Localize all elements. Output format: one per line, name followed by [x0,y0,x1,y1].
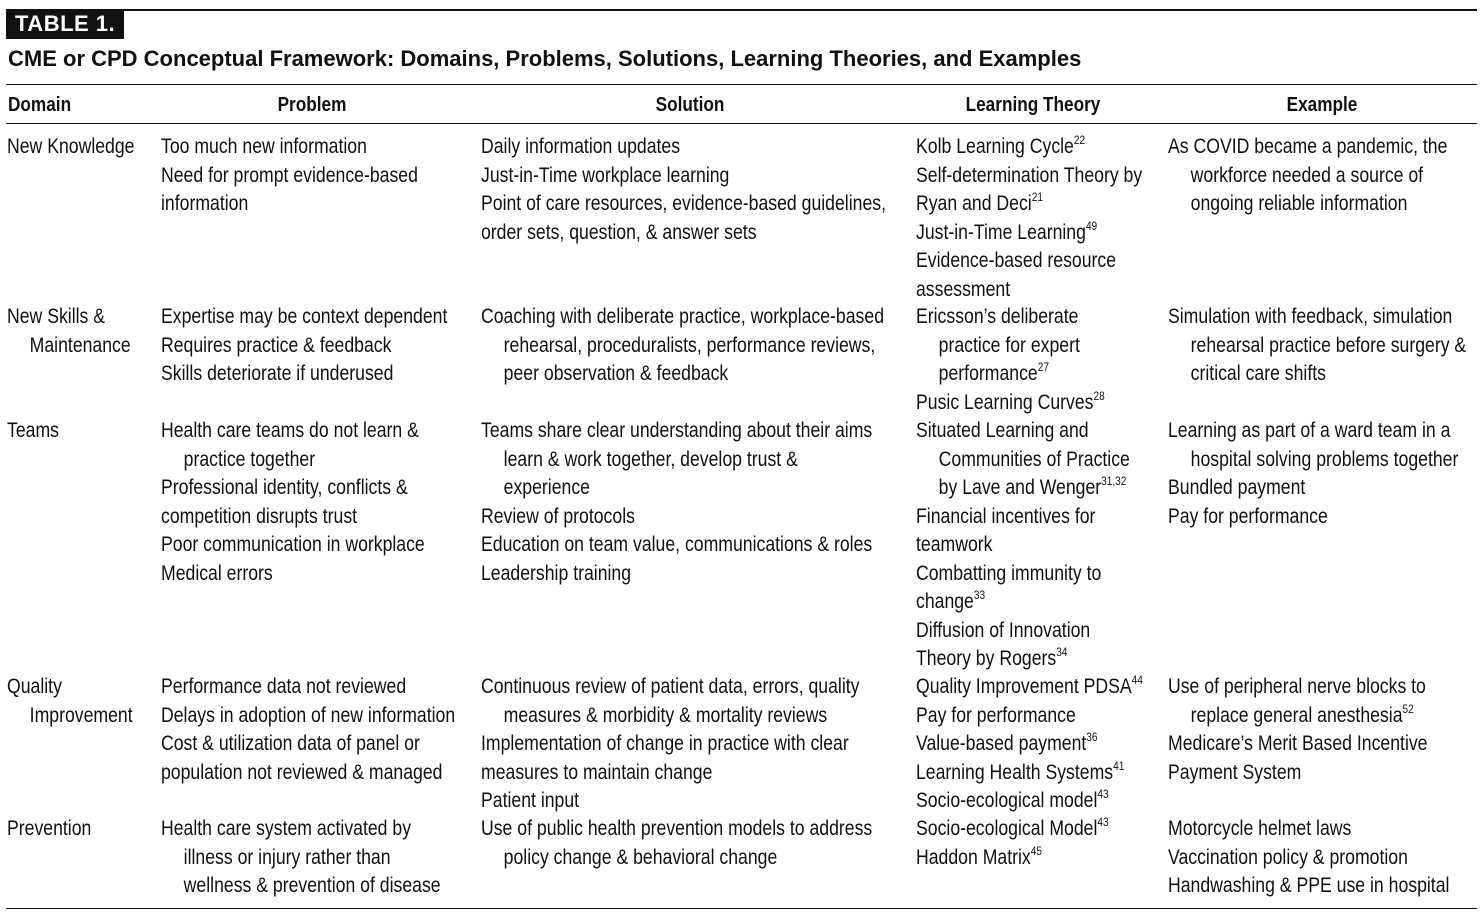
problem-line: Requires practice & feedback [161,333,392,357]
example-line: Use of peripheral nerve blocks to [1168,675,1426,698]
solution-line: Implementation of change in practice with clear [481,732,849,755]
theory-line: Communities of Practice [938,447,1130,471]
theory-line: Quality Improvement PDSA$^{44}$ [916,673,1143,698]
solution-line: Point of care resources, evidence-based guidelines, [481,192,886,215]
row-quality-improvement-theory [916,673,1186,816]
problem-line: Poor communication in workplace [161,533,425,556]
citation: 34 [1056,645,1068,659]
theory-line: Combatting immunity to [916,561,1102,585]
bottom-rule [6,908,1477,909]
domain-line: Prevention [7,817,92,840]
theory-line: by Lave and Wenger$^{31,32}$ [938,474,1127,499]
theory-line: teamwork [916,533,993,556]
problem-line: Expertise may be context dependent [161,305,448,328]
row-new-knowledge-example [1168,133,1481,219]
theory-line: Socio-ecological model$^{43}$ [916,787,1109,812]
solution-line: policy change & behavioral change [503,845,778,869]
theory-line: Just-in-Time Learning$^{49}$ [916,218,1098,244]
citation: 41 [1113,758,1125,773]
row-new-knowledge-solution [481,133,963,247]
row-teams-solution [481,417,947,588]
theory-line: Kolb Learning Cycle$^{22}$ [916,133,1086,158]
example-line: replace general anesthesia$^{52}$ [1190,701,1414,727]
problem-line: practice together [183,447,316,471]
domain-line: Quality [7,675,62,698]
domain-line: Improvement [29,703,133,727]
theory-line: Evidence-based resource [916,249,1117,272]
citation: 45 [1030,843,1042,858]
theory-line: Ericsson’s deliberate [916,305,1079,328]
domain-line: New Knowledge [7,135,135,158]
header-learning-theory: Learning Theory [965,94,1101,116]
row-new-skills-theory [916,303,1141,417]
problem-line: Health care teams do not learn & [161,419,419,442]
row-quality-improvement-example [1168,673,1477,787]
header-domain: Domain [8,94,72,116]
row-prevention-example [1168,815,1481,901]
solution-line: measures & morbidity & mortality reviews [503,703,828,727]
label-rule [6,9,1477,11]
citation: 44 [1131,673,1143,687]
solution-line: peer observation & feedback [503,362,729,385]
theory-line: Learning Health Systems$^{41}$ [916,758,1125,784]
problem-line: Too much new information [161,135,367,158]
citation: 28 [1093,388,1105,403]
table-caption: CME or CPD Conceptual Framework: Domains, Problems, Solutions, Learning Theories, and Examples [8,46,1082,71]
solution-line: learn & work together, develop trust & [503,447,798,471]
solution-line: Use of public health prevention models to address [481,817,873,840]
example-line: Bundled payment [1168,476,1306,499]
solution-line: Leadership training [481,561,632,585]
row-teams-problem [161,417,475,588]
theory-line: change$^{33}$ [916,588,986,613]
solution-line: order sets, question, & answer sets [481,220,757,244]
table-label-bar [0,9,1481,39]
theory-line: Ryan and Deci$^{21}$ [916,190,1043,215]
row-quality-improvement-problem [161,673,511,787]
row-quality-improvement-domain [7,673,157,730]
row-teams-domain [7,417,69,446]
example-line: critical care shifts [1190,362,1326,385]
example-line: Handwashing & PPE use in hospital [1168,874,1450,897]
row-teams-example [1168,417,1481,531]
solution-line: Patient input [481,789,580,812]
example-line: Learning as part of a ward team in a [1168,419,1451,442]
problem-line: Performance data not reviewed [161,675,407,698]
citation: 22 [1073,133,1086,147]
row-new-skills-domain [7,303,154,360]
domain-line: Maintenance [29,333,131,357]
citation: 33 [973,588,986,602]
problem-line: Cost & utilization data of panel or [161,732,420,755]
example-line: Pay for performance [1168,504,1328,528]
theory-line: Pay for performance [916,703,1076,727]
citation: 43 [1097,815,1109,829]
example-line: As COVID became a pandemic, the [1168,135,1448,158]
example-line: Payment System [1168,760,1302,784]
theory-line: Socio-ecological Model$^{43}$ [916,815,1109,840]
row-prevention-solution [481,815,947,872]
problem-line: Need for prompt evidence-based [161,163,418,187]
row-new-knowledge-problem [161,133,467,219]
header-solution: Solution [655,94,725,116]
example-line: Medicare’s Merit Based Incentive [1168,732,1428,755]
theory-line: Value-based payment$^{36}$ [916,730,1098,755]
theory-line: Haddon Matrix$^{45}$ [916,843,1042,869]
row-prevention-problem [161,815,494,901]
solution-line: Daily information updates [481,135,681,158]
row-prevention-theory [916,815,1145,872]
problem-line: wellness & prevention of disease [183,874,441,897]
problem-line: Professional identity, conflicts & [161,476,408,499]
row-new-knowledge-domain [7,133,159,162]
top-rule [6,84,1477,85]
problem-line: illness or injury rather than [183,845,391,869]
problem-line: information [161,192,249,215]
header-problem: Problem [277,94,347,116]
domain-line: New Skills & [7,305,106,328]
table-label: TABLE 1. [6,9,124,39]
problem-line: Health care system activated by [161,817,412,840]
example-line: hospital solving problems together [1190,447,1459,471]
solution-line: Coaching with deliberate practice, workplace-based [481,305,885,328]
row-prevention-domain [7,815,107,844]
solution-line: measures to maintain change [481,760,713,784]
theory-line: Situated Learning and [916,419,1089,442]
citation: 43 [1097,787,1109,801]
problem-line: Skills deteriorate if underused [161,362,394,385]
example-line: rehearsal practice before surgery & [1190,333,1467,357]
example-line: Vaccination policy & promotion [1168,845,1408,869]
solution-line: Teams share clear understanding about their aims [481,419,873,442]
domain-line: Teams [7,419,59,442]
row-new-knowledge-theory [916,133,1185,304]
citation: 36 [1086,730,1098,744]
solution-line: rehearsal, proceduralists, performance reviews, [503,333,876,357]
theory-line: Financial incentives for [916,504,1096,528]
header-rule [6,123,1477,124]
citation: 52 [1402,701,1414,716]
theory-line: practice for expert [938,333,1080,357]
row-new-skills-example [1168,303,1481,389]
theory-line: Pusic Learning Curves$^{28}$ [916,388,1105,414]
row-teams-theory [916,417,1171,674]
solution-line: Just-in-Time workplace learning [481,163,730,187]
citation: 27 [1037,360,1049,374]
theory-line: assessment [916,277,1011,301]
example-line: workforce needed a source of [1190,163,1424,187]
theory-line: performance$^{27}$ [938,360,1049,385]
example-line: ongoing reliable information [1190,192,1408,215]
solution-line: experience [503,476,590,499]
citation: 49 [1085,218,1098,233]
solution-line: Review of protocols [481,504,635,528]
theory-line: Diffusion of Innovation [916,618,1091,642]
problem-line: competition disrupts trust [161,504,358,528]
example-line: Motorcycle helmet laws [1168,817,1352,840]
problem-line: Delays in adoption of new information [161,703,456,727]
citation: 21 [1031,190,1043,204]
row-new-skills-solution [481,303,961,389]
solution-line: Continuous review of patient data, errors, quality [481,675,860,698]
header-example: Example [1286,94,1358,116]
row-quality-improvement-solution [481,673,932,816]
problem-line: Medical errors [161,561,273,585]
solution-line: Education on team value, communications & roles [481,533,873,556]
problem-line: population not reviewed & managed [161,760,443,784]
theory-line: Theory by Rogers$^{34}$ [916,645,1068,670]
citation: 31,32 [1101,474,1127,488]
theory-line: Self-determination Theory by [916,163,1143,187]
example-line: Simulation with feedback, simulation [1168,305,1453,328]
row-new-skills-problem [161,303,502,389]
